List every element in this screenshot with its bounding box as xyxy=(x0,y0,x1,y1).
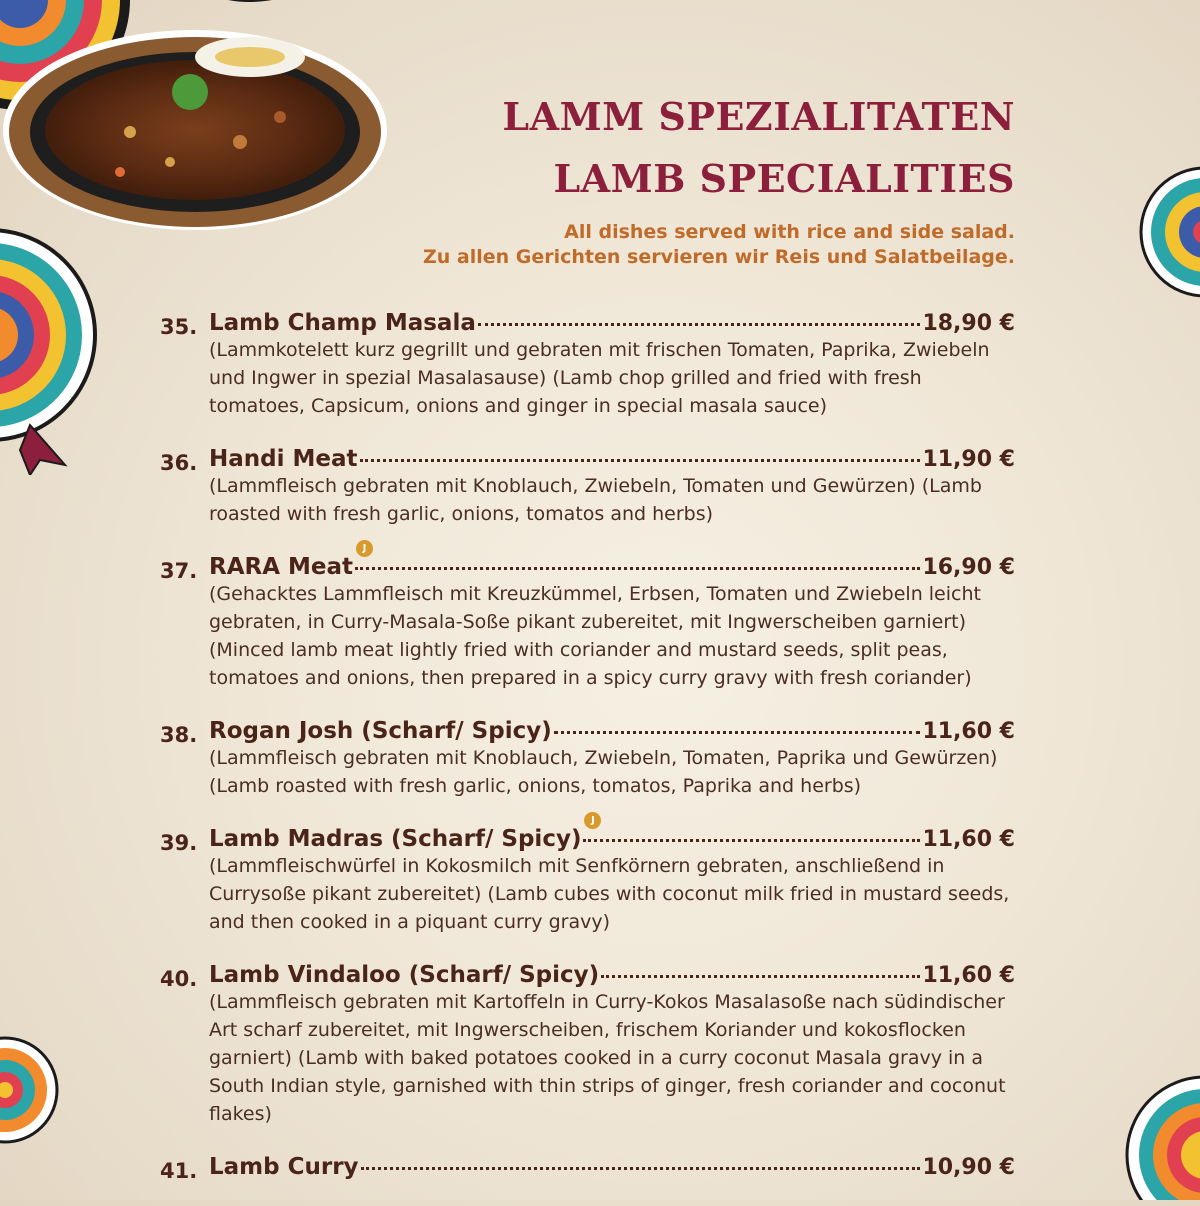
dot-leader xyxy=(554,731,921,734)
item-number: 41. xyxy=(160,1159,198,1183)
item-number: 36. xyxy=(160,451,198,475)
item-number: 40. xyxy=(160,967,198,991)
menu-item xyxy=(160,543,1015,692)
item-price: 10,90 € xyxy=(922,1155,1015,1180)
item-number: 39. xyxy=(160,831,198,855)
item-name: Lamb Vindaloo (Scharf/ Spicy) xyxy=(209,962,600,988)
page-title-english: LAMB SPECIALITIES xyxy=(553,156,1015,201)
dot-leader xyxy=(583,839,920,842)
subtitle xyxy=(423,220,1015,270)
menu-item xyxy=(160,962,1015,1128)
item-name-text: Lamb Madras (Scharf/ Spicy) xyxy=(209,826,582,852)
menu-item xyxy=(160,310,1015,420)
item-name: Lamb Champ Masala xyxy=(209,310,476,336)
item-number: 37. xyxy=(160,559,198,583)
item-description: (Lammfleischwürfel in Kokosmilch mit Senfkörnern gebraten, anschließend in Currysoße pikant zubereitet) (Lamb cubes with coconut milk fried in mustard seeds, and then cooked in a piquant curry gravy) xyxy=(209,855,1010,933)
mandala-right-decoration xyxy=(1135,165,1200,300)
mandala-bottom-right-decoration xyxy=(1125,1075,1200,1200)
item-name-text: RARA Meat xyxy=(209,554,354,580)
item-description: (Lammfleisch gebraten mit Kartoffeln in Curry-Kokos Masalasoße nach südindischer Art scharf zubereitet, mit Ingwerscheiben, frischem Koriander und kokosflocken garniert) (Lamb with baked potatoes cooked in a curry coconut Masala gravy in a South Indian style, garnished with thin strips of ginger, fresh coriander and coconut flakes) xyxy=(209,991,1006,1125)
item-price: 11,60 € xyxy=(922,963,1015,988)
item-price: 11,60 € xyxy=(922,719,1015,744)
dot-leader xyxy=(478,323,921,326)
item-name xyxy=(209,815,595,852)
item-price: 11,90 € xyxy=(922,447,1015,472)
menu-item xyxy=(160,815,1015,936)
subtitle-english: All dishes served with rice and side salad. xyxy=(564,221,1015,243)
item-number: 35. xyxy=(160,315,198,339)
dot-leader xyxy=(355,567,920,570)
item-name: Rogan Josh (Scharf/ Spicy) xyxy=(209,718,552,744)
item-name: Handi Meat xyxy=(209,446,358,472)
item-name xyxy=(209,543,367,580)
menu-item-list xyxy=(160,310,1015,1206)
subtitle-german: Zu allen Gerichten servieren wir Reis und Salatbeilage. xyxy=(422,246,1015,268)
menu-item xyxy=(160,1154,1015,1183)
dot-leader xyxy=(361,1167,921,1170)
item-price: 16,90 € xyxy=(922,555,1015,580)
item-description: (Lammkotelett kurz gegrillt und gebraten mit frischen Tomaten, Paprika, Zwiebeln und Ingwer in spezial Masalasause) (Lamb chop grilled and fried with fresh tomatoes, Capsicum, onions and ginger in special masala sauce) xyxy=(209,339,990,417)
jain-badge-icon: J xyxy=(356,540,373,557)
page-title-german: LAMM SPEZIALITATEN xyxy=(502,94,1015,139)
item-name: Lamb Curry xyxy=(209,1154,359,1180)
mandala-bottom-left-decoration xyxy=(0,1035,70,1145)
item-description: (Lammfleisch gebraten mit Knoblauch, Zwiebeln, Tomaten und Gewürzen) (Lamb roasted with fresh garlic, onions, tomatos and herbs) xyxy=(209,475,982,525)
dot-leader xyxy=(601,975,920,978)
menu-item xyxy=(160,718,1015,800)
item-price: 11,60 € xyxy=(922,827,1015,852)
jain-badge-icon: J xyxy=(584,812,601,829)
dot-leader xyxy=(360,459,921,462)
menu-header xyxy=(423,90,1015,270)
item-number: 38. xyxy=(160,723,198,747)
item-description: (Gehacktes Lammfleisch mit Kreuzkümmel, Erbsen, Tomaten und Zwiebeln leicht gebraten, in Curry-Masala-Soße pikant zubereitet, mit Ingwerscheiben garniert) (Minced lamb meat lightly fried with coriander and mustard seeds, split peas, tomatoes and onions, then prepared in a spicy curry gravy with fresh coriander) xyxy=(209,583,981,689)
item-price: 18,90 € xyxy=(922,311,1015,336)
menu-item xyxy=(160,446,1015,528)
food-dish-image xyxy=(0,22,390,232)
mandala-left-decoration xyxy=(0,225,105,475)
item-description: (Lammfleisch gebraten mit Knoblauch, Zwiebeln, Tomaten, Paprika und Gewürzen) (Lamb roasted with fresh garlic, onions, tomatos, Paprika and herbs) xyxy=(209,747,998,797)
